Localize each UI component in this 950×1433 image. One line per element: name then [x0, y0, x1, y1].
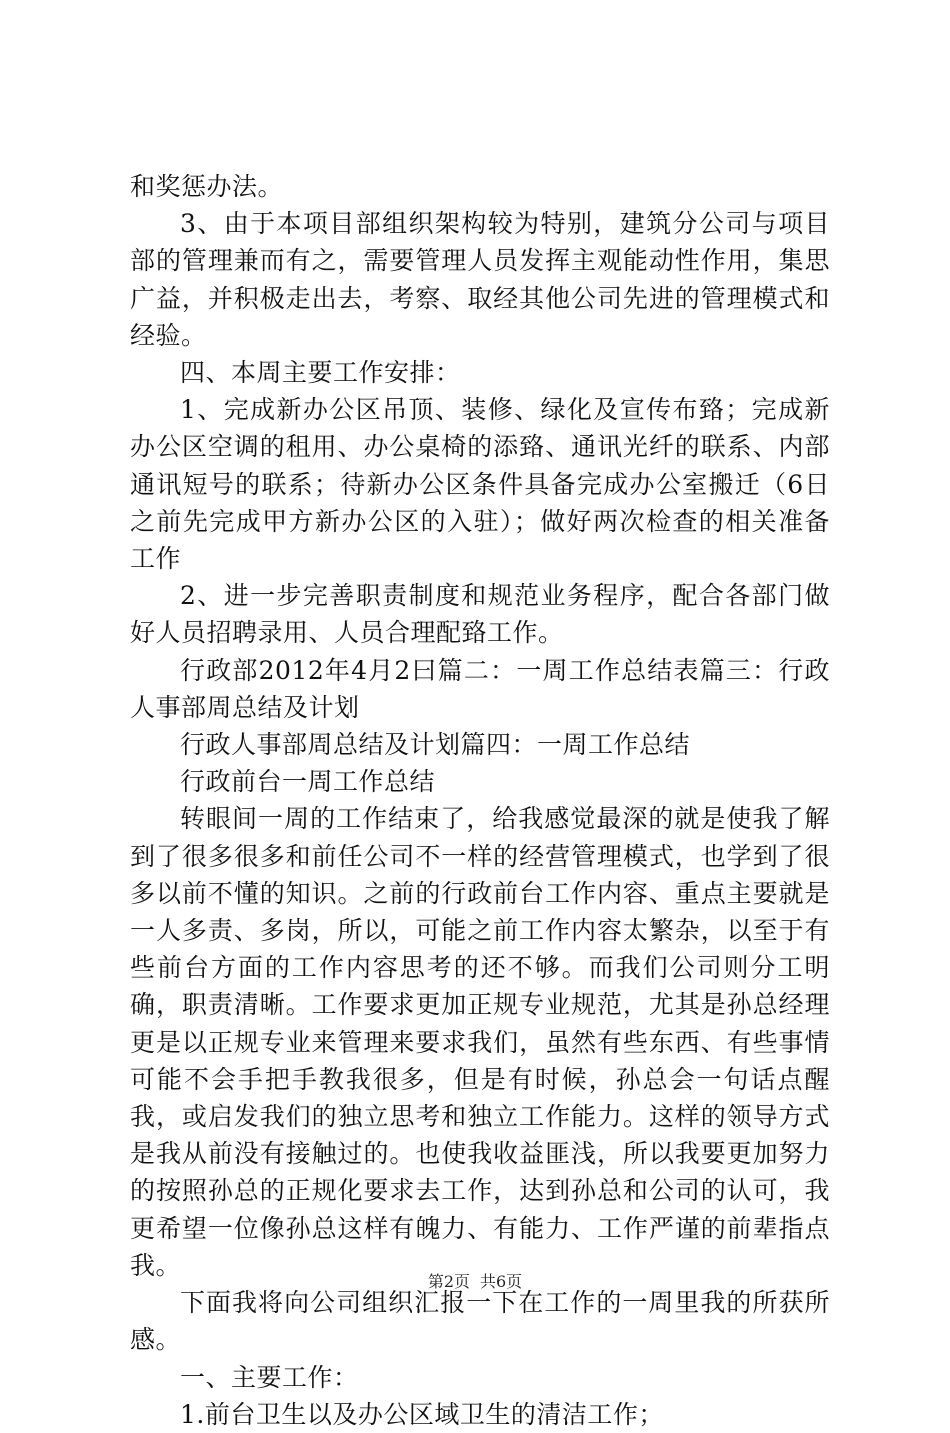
paragraph: 和奖惩办法。 [130, 172, 284, 201]
paragraph: 转眼间一周的工作结束了，给我感觉最深的就是使我了解到了很多很多和前任公司不一样的经营管理模式，也学到了很多以前不懂的知识。之前的行政前台工作内容、重点主要就是一人多责、多岗，所以，可能之前工作内容太繁杂，以至于有些前台方面的工作内容思考的还不够。而我们公司则分工明确，职责清晰。工作要求更加正规专业规范，尤其是孙总经理更是以正规专业来管理来要求我们，虽然有些东西、有些事情可能不会手把手教我很多，但是有时候，孙总会一句话点醒我，或启发我们的独立思考和独立工作能力。这样的领导方式是我从前没有接触过的。也使我收益匪浅，所以我要更加努力的按照孙总的正规化要求去工作，达到孙总和公司的认可，我更希望一位像孙总这样有魄力、有能力、工作严谨的前辈指点我。 [130, 804, 830, 1280]
section-heading: 一、主要工作： [180, 1362, 359, 1392]
paragraph: 1、完成新办公区吊顶、装修、绿化及宣传布臵；完成新办公区空调的租用、办公桌椅的添臵、通讯光纤的联系、内部通讯短号的联系；待新办公区条件具备完成办公室搬迁（6日之前先完成甲方新办公区的入驻）；做好两次检查的相关准备工作 [130, 395, 830, 574]
page-number: 第2页 [427, 1272, 470, 1291]
paragraph: 行政人事部周总结及计划篇四：一周工作总结 [180, 730, 691, 760]
section-heading: 行政前台一周工作总结 [180, 767, 436, 797]
paragraph: 2、进一步完善职责制度和规范业务程序，配合各部门做好人员招聘录用、人员合理配臵工作。 [130, 581, 830, 648]
page-footer [0, 1272, 950, 1292]
total-pages: 共6页 [480, 1272, 523, 1291]
section-heading: 四、本周主要工作安排： [180, 358, 461, 388]
document-body [130, 168, 830, 1433]
paragraph: 3、由于本项目部组织架构较为特别，建筑分公司与项目部的管理兼而有之，需要管理人员发挥主观能动性作用，集思广益，并积极走出去，考察、取经其他公司先进的管理模式和经验。 [130, 209, 830, 350]
paragraph: 下面我将向公司组织汇报一下在工作的一周里我的所获所感。 [130, 1288, 830, 1355]
paragraph: 行政部2012年4月2曰篇二：一周工作总结表篇三：行政人事部周总结及计划 [130, 655, 830, 722]
paragraph: 1.前台卫生以及办公区域卫生的清洁工作； [180, 1399, 664, 1429]
